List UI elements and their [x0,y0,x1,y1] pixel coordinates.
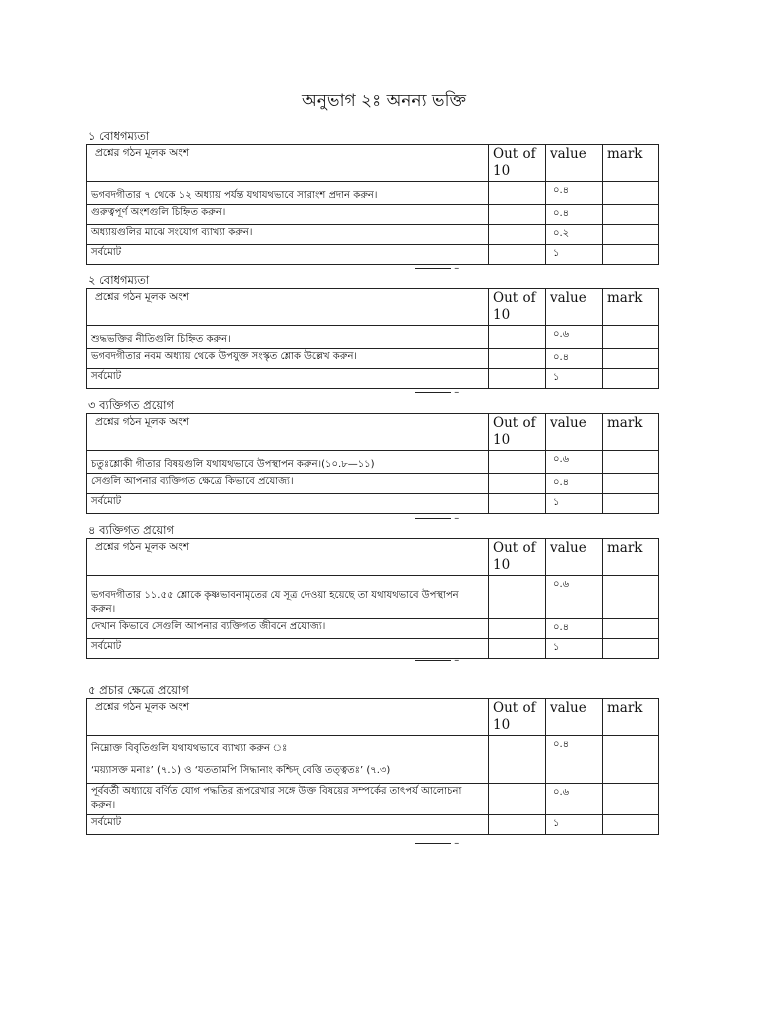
section-label: ৫ প্রচার ক্ষেত্রে প্রয়োগ [88,683,189,697]
question-cell: সেগুলি আপনার ব্যক্তিগত ক্ষেত্রে কিভাবে প্রযোজ্য। [87,474,489,494]
value-cell: ০.৬ [546,784,603,815]
rubric-table [86,538,659,659]
question-line: নিম্নোক্ত বিবৃতিগুলি যথাযথভাবে ব্যাখ্যা করুন ঃ [91,743,288,754]
out-of-cell[interactable] [489,639,546,659]
header-out-of: Out of 10 [489,414,546,451]
mark-cell[interactable] [603,736,659,784]
question-cell: অধ্যায়গুলির মাঝে সংযোগ ব্যাখ্যা করুন। [87,225,489,245]
total-label: সর্বমোট [87,639,489,659]
header-value: value [546,414,603,451]
mark-cell[interactable] [603,784,659,815]
header-question: প্রশ্নের গঠন মূলক অংশ [87,289,489,326]
section-end-marker: – [415,513,459,524]
header-value: value [546,539,603,576]
mark-cell[interactable] [603,225,659,245]
table-header-row [87,145,659,182]
table-row [87,205,659,225]
rubric-table [86,144,659,265]
mark-cell[interactable] [603,182,659,205]
value-cell: ০.৪ [546,182,603,205]
mark-cell[interactable] [603,245,659,265]
total-value: ১ [546,494,603,514]
mark-cell[interactable] [603,349,659,369]
table-header-row [87,289,659,326]
out-of-cell[interactable] [489,326,546,349]
value-cell: ০.৪ [546,736,603,784]
value-cell: ০.৬ [546,451,603,474]
table-row [87,576,659,619]
section-label: ১ বোধগম্যতা [88,129,150,143]
out-of-cell[interactable] [489,205,546,225]
header-mark: mark [603,414,659,451]
table-row [87,225,659,245]
out-of-cell[interactable] [489,451,546,474]
header-out-of: Out of 10 [489,699,546,736]
header-mark: mark [603,539,659,576]
header-question: প্রশ্নের গঠন মূলক অংশ [87,539,489,576]
total-value: ১ [546,245,603,265]
header-out-of: Out of 10 [489,145,546,182]
value-cell: ০.৪ [546,474,603,494]
section-4 [86,522,658,659]
mark-cell[interactable] [603,205,659,225]
header-value: value [546,289,603,326]
value-cell: ০.৪ [546,205,603,225]
total-row [87,369,659,389]
question-line: ‘ময়্যাসক্ত মনাঃ’ (৭.১) ও ‘যততামপি সিদ্ধানাং কশ্চিদ্ বেত্তি তত্ত্বতঃ’ (৭.৩) [91,765,391,776]
value-cell: ০.২ [546,225,603,245]
out-of-cell[interactable] [489,815,546,835]
value-cell: ০.৪ [546,619,603,639]
mark-cell[interactable] [603,576,659,619]
rubric-table [86,698,659,835]
header-question: প্রশ্নের গঠন মূলক অংশ [87,414,489,451]
table-row [87,736,659,784]
value-cell: ০.৬ [546,326,603,349]
out-of-cell[interactable] [489,369,546,389]
question-cell: শুদ্ধভক্তির নীতিগুলি চিহ্নিত করুন। [87,326,489,349]
out-of-cell[interactable] [489,225,546,245]
total-label: সর্বমোট [87,369,489,389]
rubric-table [86,288,659,389]
section-label: ৩ ব্যক্তিগত প্রয়োগ [88,398,175,412]
section-label: ২ বোধগম্যতা [88,273,150,287]
total-label: সর্বমোট [87,245,489,265]
table-row [87,326,659,349]
value-cell: ০.৬ [546,576,603,619]
out-of-cell[interactable] [489,182,546,205]
page-title: অনুভাগ ২ঃ অনন্য ভক্তি [302,91,466,111]
question-cell: গুরুত্বপূর্ণ অংশগুলি চিহ্নিত করুন। [87,205,489,225]
total-row [87,815,659,835]
header-question: প্রশ্নের গঠন মূলক অংশ [87,699,489,736]
total-label: সর্বমোট [87,815,489,835]
mark-cell[interactable] [603,494,659,514]
total-label: সর্বমোট [87,494,489,514]
table-header-row [87,414,659,451]
table-row [87,451,659,474]
out-of-cell[interactable] [489,576,546,619]
header-mark: mark [603,699,659,736]
mark-cell[interactable] [603,451,659,474]
table-row [87,474,659,494]
mark-cell[interactable] [603,815,659,835]
section-5 [86,682,658,835]
total-value: ১ [546,815,603,835]
header-question: প্রশ্নের গঠন মূলক অংশ [87,145,489,182]
question-cell: ভগবদগীতার ৭ থেকে ১২ অধ্যায় পর্যন্ত যথাযথভাবে সারাংশ প্রদান করুন। [87,182,489,205]
header-out-of: Out of 10 [489,539,546,576]
mark-cell[interactable] [603,639,659,659]
table-header-row [87,539,659,576]
section-2 [86,272,658,389]
out-of-cell[interactable] [489,619,546,639]
section-label: ৪ ব্যক্তিগত প্রয়োগ [88,523,174,537]
header-value: value [546,699,603,736]
total-row [87,639,659,659]
out-of-cell[interactable] [489,245,546,265]
header-value: value [546,145,603,182]
out-of-cell[interactable] [489,736,546,784]
question-cell: পূর্ববর্তী অধ্যায়ে বর্ণিত যোগ পদ্ধতির রূপরেখার সঙ্গে উক্ত বিষয়ের সম্পর্কের তাৎপর্য আলোচনা করুন। [87,784,489,815]
mark-cell[interactable] [603,369,659,389]
table-row [87,182,659,205]
section-end-marker: – [415,387,459,398]
rubric-table [86,413,659,514]
header-mark: mark [603,145,659,182]
section-end-marker: – [415,263,459,274]
table-row [87,349,659,369]
question-cell: দেখান কিভাবে সেগুলি আপনার ব্যক্তিগত জীবনে প্রযোজ্য। [87,619,489,639]
question-cell: ভগবদগীতার ১১.৫৫ শ্লোকে কৃষ্ণভাবনামৃতের যে সূত্র দেওয়া হয়েছে তা যথাযথভাবে উপস্থাপন করুন। [87,576,489,619]
total-value: ১ [546,639,603,659]
header-mark: mark [603,289,659,326]
table-row [87,619,659,639]
header-out-of: Out of 10 [489,289,546,326]
out-of-cell[interactable] [489,474,546,494]
table-header-row [87,699,659,736]
value-cell: ০.৪ [546,349,603,369]
table-row [87,784,659,815]
mark-cell[interactable] [603,619,659,639]
mark-cell[interactable] [603,474,659,494]
total-row [87,245,659,265]
out-of-cell[interactable] [489,784,546,815]
section-end-marker: – [415,838,459,849]
total-row [87,494,659,514]
total-value: ১ [546,369,603,389]
question-cell [87,736,489,784]
section-1 [86,128,658,265]
section-end-marker: – [415,655,459,666]
section-3 [86,397,658,514]
out-of-cell[interactable] [489,349,546,369]
question-cell: ভগবদগীতার নবম অধ্যায় থেকে উপযুক্ত সংস্কৃত শ্লোক উল্লেখ করুন। [87,349,489,369]
mark-cell[interactable] [603,326,659,349]
question-cell: চতুঃশ্লোকী গীতার বিষয়গুলি যথাযথভাবে উপস্থাপন করুন।(১০.৮—১১) [87,451,489,474]
out-of-cell[interactable] [489,494,546,514]
